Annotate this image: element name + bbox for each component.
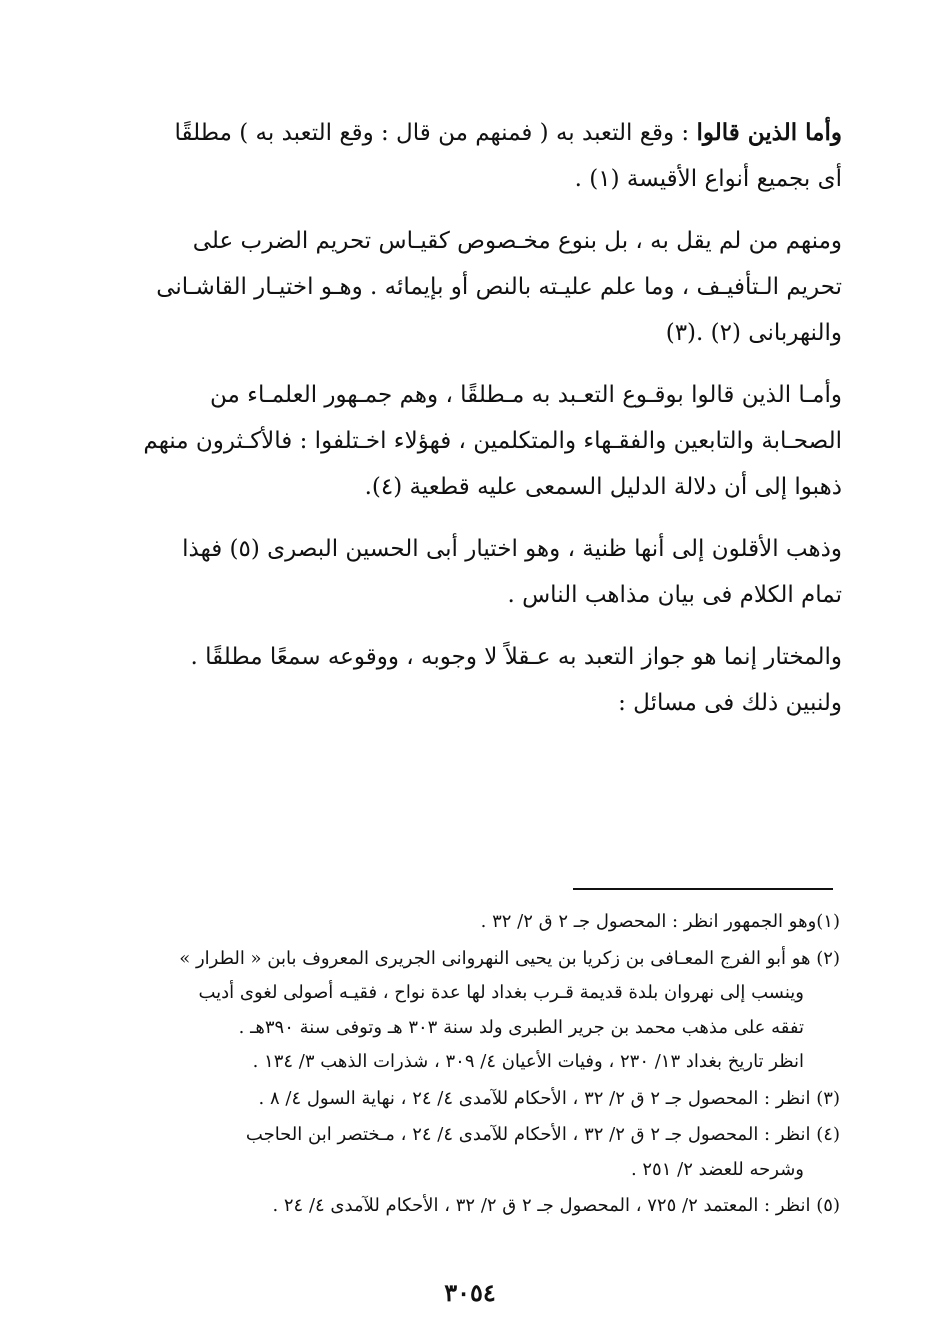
paragraph-4 (130, 526, 842, 618)
footnote-line: (١)وهو الجمهور انظر : المحصول جـ ٢ ق ٢/ ٣٢ . (480, 911, 840, 932)
footnote-line: وينسب إلى نهروان بلدة قديمة قـرب بغداد لها عدة نواح ، فقيـه أصولى لغوى أديب (198, 982, 804, 1003)
text-line: : وقع التعبد به ( فمنهم من قال : وقع التعبد به ) مطلقًا (174, 120, 697, 146)
footnote-1 (135, 905, 840, 940)
paragraph-5 (130, 634, 842, 726)
footnote-line: (٥) انظر : المعتمد ٢/ ٧٢٥ ، المحصول جـ ٢ ق ٢/ ٣٢ ، الأحكام للآمدى ٤/ ٢٤ . (272, 1195, 840, 1216)
text-line: تحريم الـتأفيـف ، وما علم عليـته بالنص أو بإيمائه . وهـو اختيـار القاشـانى (156, 274, 842, 300)
text-line: وأمـا الذين قالوا بوقـوع التعـبد به مـطلقًا ، وهم جمـهور العلمـاء من (210, 382, 842, 408)
paragraph-3 (130, 372, 842, 510)
paragraph-1 (130, 110, 842, 202)
footnote-3 (135, 1082, 840, 1117)
footnote-divider (573, 888, 833, 890)
text-line: وذهب الأقلون إلى أنها ظنية ، وهو اختيار أبى الحسين البصرى (٥) فهذا (182, 536, 842, 562)
footnote-line: تفقه على مذهب محمد بن جرير الطبرى ولد سنة ٣٠٣ هـ وتوفى سنة ٣٩٠هـ . (238, 1016, 804, 1038)
text-line: ولنبين ذلك فى مسائل : (618, 690, 842, 716)
page-number: ٣٠٥٤ (444, 1278, 496, 1307)
footnotes (135, 905, 840, 1226)
text-line: أى بجميع أنواع الأقيسة (١) . (574, 166, 842, 192)
footnote-2 (135, 942, 840, 1080)
footnote-5 (135, 1189, 840, 1224)
footnote-line: وشرحه للعضد ٢/ ٢٥١ . (630, 1158, 804, 1180)
text-line: ومنهم من لم يقل به ، بل بنوع مخـصوص كقيـاس تحريم الضرب على (192, 228, 842, 254)
text-line: والمختار إنما هو جواز التعبد به عـقلاً لا وجوبه ، ووقوعه سمعًا مطلقًا . (190, 644, 842, 670)
footnote-line: انظر تاريخ بغداد ١٣/ ٢٣٠ ، وفيات الأعيان ٤/ ٣٠٩ ، شذرات الذهب ٣/ ١٣٤ . (252, 1051, 804, 1072)
footnote-line: (٢) هو أبو الفرج المعـافى بن زكريا بن يحيى النهروانى الجريرى المعروف بابن « الطرار » (179, 947, 840, 969)
main-text (130, 110, 842, 742)
text-line: الصحـابة والتابعين والفقـهاء والمتكلمين ، فهؤلاء اخـتلفوا : فالأكـثرون منهم (143, 428, 842, 454)
text-line: والنهربانى (٢) .(٣) (665, 320, 842, 346)
bold-phrase: وأما الذين قالوا (696, 119, 842, 146)
text-line: تمام الكلام فى بيان مذاهب الناس . (507, 582, 842, 608)
footnote-line: (٤) انظر : المحصول جـ ٢ ق ٢/ ٣٢ ، الأحكام للآمدى ٤/ ٢٤ ، مـختصر ابن الحاجب (245, 1124, 840, 1145)
footnote-4 (135, 1118, 840, 1187)
footnote-line: (٣) انظر : المحصول جـ ٢ ق ٢/ ٣٢ ، الأحكام للآمدى ٤/ ٢٤ ، نهاية السول ٤/ ٨ . (258, 1087, 840, 1109)
paragraph-2 (130, 218, 842, 356)
text-line: ذهبوا إلى أن دلالة الدليل السمعى عليه قطعية (٤). (364, 474, 842, 500)
